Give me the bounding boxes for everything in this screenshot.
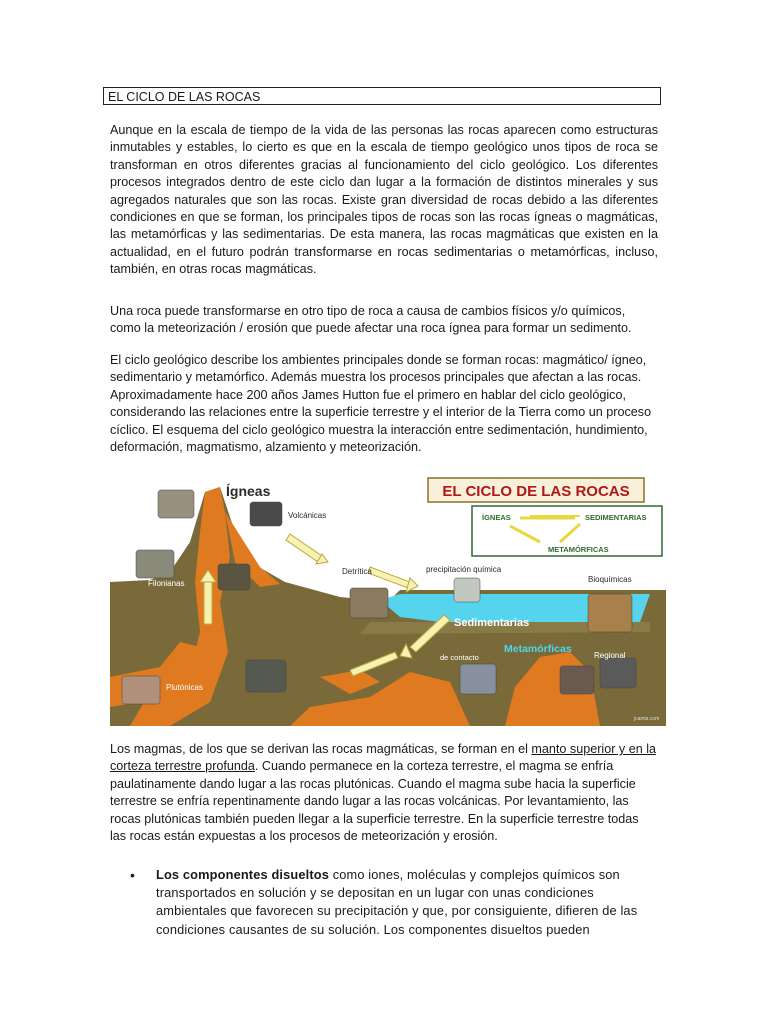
- rock-sample-regional: [600, 658, 636, 688]
- rock-sample-plutonic-2: [246, 660, 286, 692]
- paragraph-magmas: Los magmas, de los que se derivan las rocas magmáticas, se forman en el manto superior y en la corteza terrestre profunda. Cuando permanece en la corteza terrestre, el magma se enfría paulatinamente dando lugar a las rocas plutónicas. Cuando el magma sube hacia la superficie terrestre se enfría repentinamente dando lugar a las rocas volcánicas. Por levantamiento, las rocas plutónicas también pueden llegar a la superficie terrestre. En la superficie terrestre todas las rocas están expuestas a los procesos de meteorización y erosión.: [110, 742, 657, 844]
- paragraph-transformation: Una roca puede transformarse en otro tipo de roca a causa de cambios físicos y/o químicos, como la meteorización / erosión que puede afectar una roca ígnea para formar un sedimento.: [110, 304, 632, 336]
- rock-sample-chemical: [454, 578, 480, 602]
- rock-sample-plutonic: [122, 676, 160, 704]
- label-bioquimicas: Bioquímicas: [588, 575, 632, 584]
- rock-sample-contact: [460, 664, 496, 694]
- rock-sample-biochemical: [588, 594, 632, 632]
- label-precipitacion: precipitación química: [426, 565, 502, 574]
- bullet-item: Los componentes disueltos como iones, moléculas y complejos químicos son transportados en solución y se depositan en un lugar con unas condiciones ambientales que favorecen su precipitación y que, por consiguiente, difieren de las condiciones causantes de su solución. Los componentes disueltos pueden: [156, 867, 638, 937]
- bullet-icon: •: [130, 867, 135, 883]
- section-title: EL CICLO DE LAS ROCAS: [103, 87, 661, 105]
- paragraph-intro: Aunque en la escala de tiempo de la vida de las personas las rocas aparecen como estructuras inmutables y estables, lo cierto es que en la escala de tiempo geológico unos tipos de roca se transforman en otros diferentes gracias al funcionamiento del ciclo geológico. Los diferentes procesos integrados dentro de este ciclo dan lugar a la formación de distintos minerales y sus agregados naturales que son las rocas. Existe gran diversidad de rocas debido a las diferentes condiciones en que se forman, los principales tipos de rocas son las rocas ígneas o magmáticas, las metamórficas y las sedimentarias. De esta manera, las rocas magmáticas que existen en la actualidad, en el futuro podrán transformarse en rocas sedimentarias o metamórficas, incluso, también, en otras rocas magmáticas.: [110, 123, 658, 277]
- rock-cycle-illustration: [110, 472, 666, 726]
- watermark: jcamla.com: [634, 716, 660, 722]
- label-igneas: Ígneas: [226, 483, 271, 499]
- rock-sample-igneous: [158, 490, 194, 518]
- label-regional: Regional: [594, 651, 626, 660]
- legend-metamorficas: METAMÓRFICAS: [548, 545, 609, 554]
- rise-arrow: [204, 580, 212, 624]
- rock-sample-filonian-2: [218, 564, 250, 590]
- label-detritica: Detrítica: [342, 567, 372, 576]
- legend-igneas: ÍGNEAS: [482, 513, 511, 522]
- rock-sample-filonian: [136, 550, 174, 578]
- paragraph-geologic-cycle: El ciclo geológico describe los ambientes principales donde se forman rocas: magmático/ ígneo, sedimentario y metamórfico. Además muestra los procesos principales que afectan a las rocas. Aproximadamente hace 200 años James Hutton fue el primero en hablar del ciclo geológico, considerando las relaciones entre la superficie terrestre y el interior de la Tierra como un proceso cíclico. El esquema del ciclo geológico muestra la interacción entre sedimentación, hundimiento, deformación, magmatismo, alzamiento y meteorización.: [110, 353, 652, 455]
- rock-cycle-diagram: [110, 472, 666, 726]
- link-manto-superior[interactable]: manto superior y en la corteza terrestre profunda: [110, 742, 657, 774]
- diagram-heading: EL CICLO DE LAS ROCAS: [442, 483, 630, 500]
- rock-sample-detritic: [350, 588, 388, 618]
- label-de-contacto: de contacto: [440, 653, 479, 662]
- label-sedimentarias: Sedimentarias: [454, 617, 530, 629]
- label-filonianas: Filonianas: [148, 579, 185, 588]
- rock-sample-volcanic: [250, 502, 282, 526]
- label-plutonicas: Plutónicas: [166, 683, 203, 692]
- label-volcanicas: Volcánicas: [288, 511, 327, 520]
- label-metamorficas: Metamórficas: [504, 643, 572, 655]
- legend-sedimentarias: SEDIMENTARIAS: [585, 513, 647, 522]
- rock-sample-metamorphic: [560, 666, 594, 694]
